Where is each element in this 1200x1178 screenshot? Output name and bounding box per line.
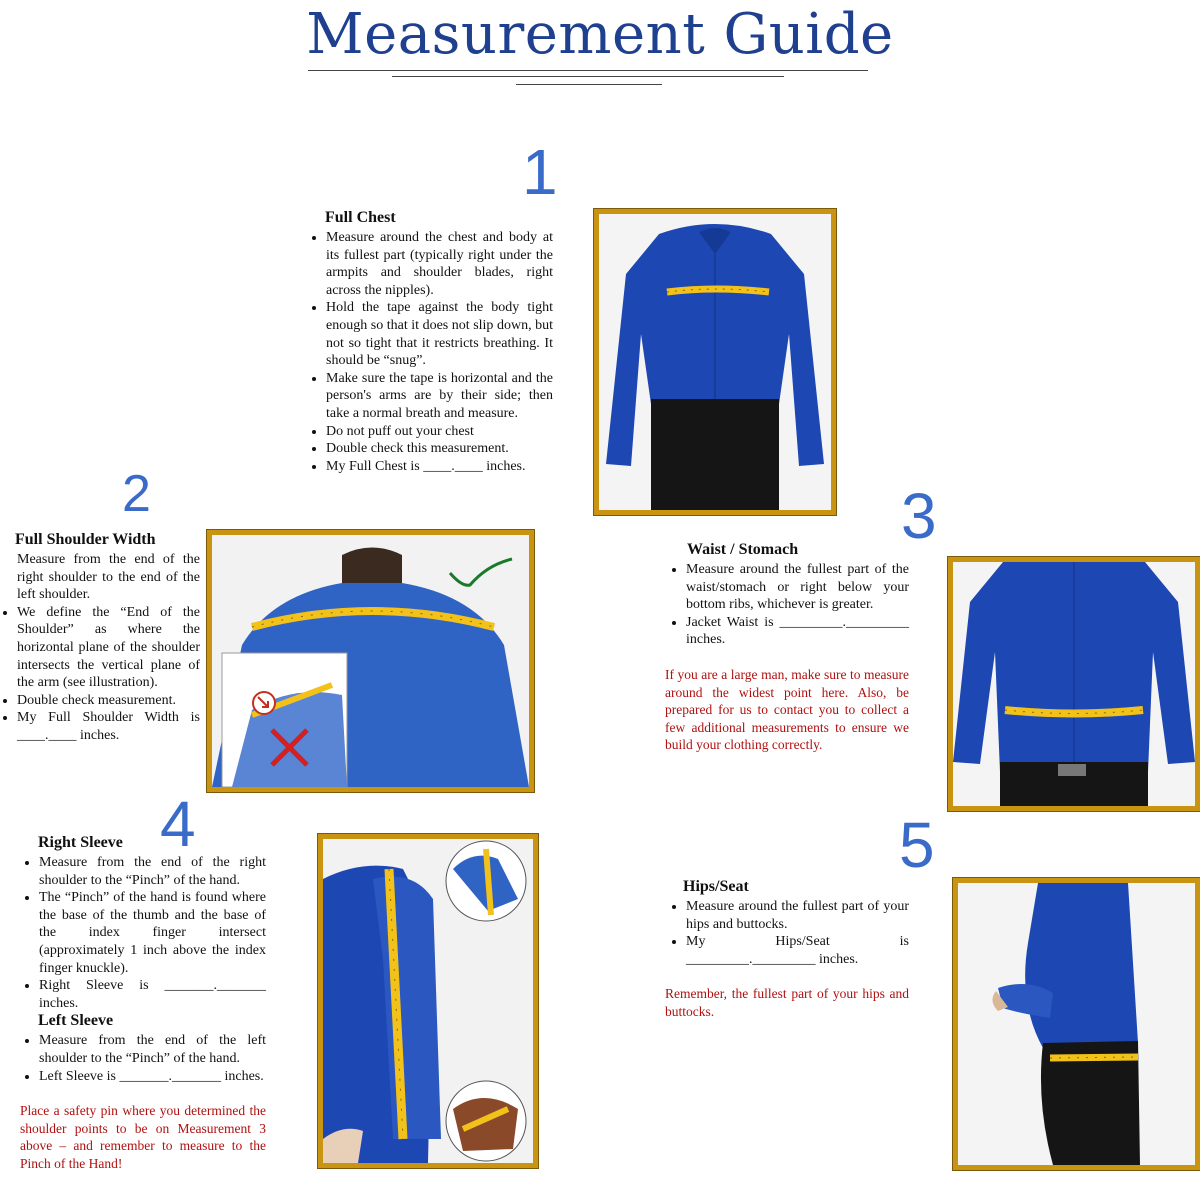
- list-item: • Hold the tape against the body tight enough so that it does not slip down, but not so tight that it restricts breathing. It should be “snug”.: [326, 299, 553, 369]
- list-item: • Double check measurement.: [17, 692, 200, 710]
- shoulder-text: [2, 531, 200, 745]
- chest-photo: [594, 209, 836, 515]
- list-item: • Double check this measurement.: [326, 440, 553, 458]
- chest-text: [305, 209, 553, 475]
- list-item: • Make sure the tape is horizontal and the person's arms are by their side; then take a normal breath and measure.: [326, 370, 553, 423]
- waist-illustration: [953, 562, 1195, 806]
- list-item: • My Full Shoulder Width is ____.____ inches.: [17, 709, 200, 744]
- title-underline-1: [308, 70, 868, 71]
- list-item: • Do not puff out your chest: [326, 423, 553, 441]
- shoulder-heading: Full Shoulder Width: [15, 531, 156, 548]
- shoulder-list: [2, 604, 200, 745]
- list-item: • Jacket Waist is _________._________ inches.: [686, 614, 909, 649]
- left-sleeve-list: [18, 1032, 266, 1085]
- hips-note: Remember, the fullest part of your hips and buttocks.: [665, 986, 909, 1019]
- section-number-shoulder: 2: [122, 465, 151, 523]
- list-item: • Measure around the fullest part of your hips and buttocks.: [686, 898, 909, 933]
- waist-note: If you are a large man, make sure to measure around the widest point here. Also, be prepared for us to contact you to collect a few additional measurements to ensure we build your clothing correctly.: [665, 666, 909, 753]
- title-underline-2: [392, 76, 784, 77]
- list-item: • Measure from the end of the right shoulder to the “Pinch” of the hand.: [39, 854, 266, 889]
- section-number-hips: 5: [899, 809, 935, 881]
- list-item: • Measure around the fullest part of the waist/stomach or right below your bottom ribs, whichever is greater.: [686, 561, 909, 614]
- list-item: • Left Sleeve is _______._______ inches.: [39, 1068, 266, 1086]
- title-underline-3: [516, 84, 662, 85]
- right-sleeve-heading: Right Sleeve: [38, 834, 123, 851]
- hips-illustration: [958, 883, 1195, 1165]
- waist-heading: Waist / Stomach: [687, 541, 799, 558]
- chest-illustration: [599, 214, 831, 510]
- shoulder-photo: [207, 530, 534, 792]
- chest-list: [305, 229, 553, 475]
- section-number-chest: 1: [522, 136, 558, 208]
- waist-photo: [948, 557, 1200, 811]
- list-item: • The “Pinch” of the hand is found where the base of the thumb and the base of the index finger intersect (approximately 1 inch above the index finger knuckle).: [39, 889, 266, 977]
- sleeve-note: Place a safety pin where you determined the shoulder points to be on Measurement 3 above – and remember to measure to the Pinch of the Hand!: [20, 1103, 266, 1171]
- shoulder-illustration: [212, 535, 529, 787]
- section-number-sleeve: 4: [160, 788, 196, 860]
- chest-heading: Full Chest: [325, 209, 396, 226]
- list-item: • My Hips/Seat is _________._________ inches.: [686, 933, 909, 968]
- list-item: • Right Sleeve is _______._______ inches.: [39, 977, 266, 1012]
- list-item: • We define the “End of the Shoulder” as where the horizontal plane of the shoulder intersects the vertical plane of the arm (see illustration).: [17, 604, 200, 692]
- list-item: • Measure from the end of the left shoulder to the “Pinch” of the hand.: [39, 1032, 266, 1067]
- right-sleeve-list: [18, 854, 266, 1012]
- list-item: • Measure around the chest and body at its fullest part (typically right under the armpits and shoulder blades, right across the nipples).: [326, 229, 553, 299]
- shoulder-intro: Measure from the end of the right shoulder to the end of the left shoulder.: [17, 552, 200, 603]
- sleeve-photo: [318, 834, 538, 1168]
- hips-text: [665, 878, 909, 1021]
- waist-text: [665, 541, 909, 754]
- hips-heading: Hips/Seat: [683, 878, 749, 895]
- page-title: Measurement Guide: [306, 2, 894, 67]
- left-sleeve-heading: Left Sleeve: [38, 1012, 114, 1030]
- waist-list: [665, 561, 909, 649]
- section-number-waist: 3: [901, 480, 937, 552]
- list-item: • My Full Chest is ____.____ inches.: [326, 458, 553, 476]
- hips-photo: [953, 878, 1200, 1170]
- sleeve-illustration: [323, 839, 533, 1163]
- hips-list: [665, 898, 909, 968]
- sleeve-text: [18, 834, 266, 1173]
